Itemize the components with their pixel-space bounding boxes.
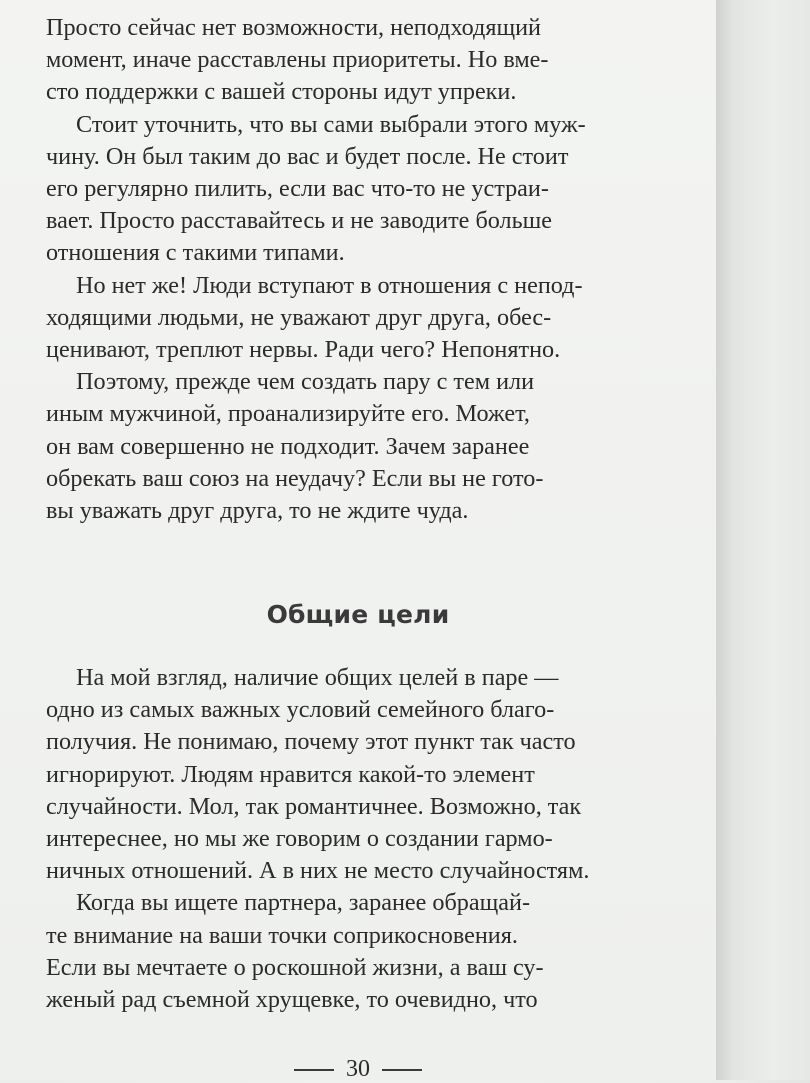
- text-line: момент, иначе расставлены приоритеты. Но вме-: [46, 46, 549, 74]
- text-line: ценивают, треплют нервы. Ради чего? Непонятно.: [46, 336, 561, 364]
- text-line: случайности. Мол, так романтичнее. Возможно, так: [46, 792, 582, 820]
- text-line: иным мужчиной, проанализируйте его. Может,: [46, 400, 530, 428]
- text-line: ходящими людьми, не уважают друг друга, обес-: [46, 303, 552, 331]
- paragraph-1: [46, 12, 636, 109]
- text-line: он вам совершенно не подходит. Зачем заранее: [46, 432, 530, 460]
- text-line: те внимание на ваши точки соприкосновения.: [46, 921, 518, 949]
- text-line: Когда вы ищете партнера, заранее обращай-: [76, 889, 530, 917]
- text-line: отношения с такими типами.: [46, 239, 345, 267]
- text-line: Стоит уточнить, что вы сами выбрали этого муж-: [76, 110, 586, 138]
- section-heading: Общие цели: [266, 600, 450, 629]
- text-line: На мой взгляд, наличие общих целей в паре —: [76, 664, 559, 691]
- text-line: вает. Просто расставайтесь и не заводите больше: [46, 207, 553, 235]
- text-line: Но нет же! Люди вступают в отношения с непод-: [76, 271, 583, 299]
- text-line: вы уважать друг друга, то не ждите чуда.: [46, 497, 469, 525]
- text-line: получия. Не понимаю, почему этот пункт так часто: [46, 728, 576, 756]
- footer-dash-left: [294, 1069, 334, 1071]
- page-number: 30: [346, 1056, 370, 1082]
- page-footer: [0, 1056, 716, 1083]
- text-block-bottom: [46, 662, 636, 1016]
- text-line: женый рад съемной хрущевке, то очевидно, что: [46, 986, 538, 1014]
- paragraph-5: [46, 662, 636, 887]
- text-line: сто поддержки с вашей стороны идут упреки.: [46, 78, 517, 106]
- text-line: обрекать ваш союз на неудачу? Если вы не гото-: [46, 464, 544, 492]
- text-line: ничных отношений. А в них не место случайностям.: [46, 857, 590, 885]
- text-line: Если вы мечтаете о роскошной жизни, а ваш су-: [46, 953, 544, 981]
- text-line: Поэтому, прежде чем создать пару с тем или: [76, 368, 535, 396]
- text-line: интереснее, но мы же говорим о создании гармо-: [46, 825, 553, 853]
- text-line: игнорируют. Людям нравится какой-то элемент: [46, 760, 535, 788]
- paragraph-3: [46, 270, 636, 367]
- text-line: чину. Он был таким до вас и будет после. Не стоит: [46, 142, 569, 170]
- page-edge: [716, 0, 810, 1080]
- footer-dash-right: [382, 1069, 422, 1071]
- text-line: одно из самых важных условий семейного благо-: [46, 696, 555, 724]
- text-line: его регулярно пилить, если вас что-то не устраи-: [46, 175, 549, 203]
- paragraph-4: [46, 366, 636, 527]
- text-line: Просто сейчас нет возможности, неподходящий: [46, 14, 541, 41]
- paragraph-6: [46, 887, 636, 1016]
- text-block-top: [46, 12, 636, 527]
- paragraph-2: [46, 109, 636, 270]
